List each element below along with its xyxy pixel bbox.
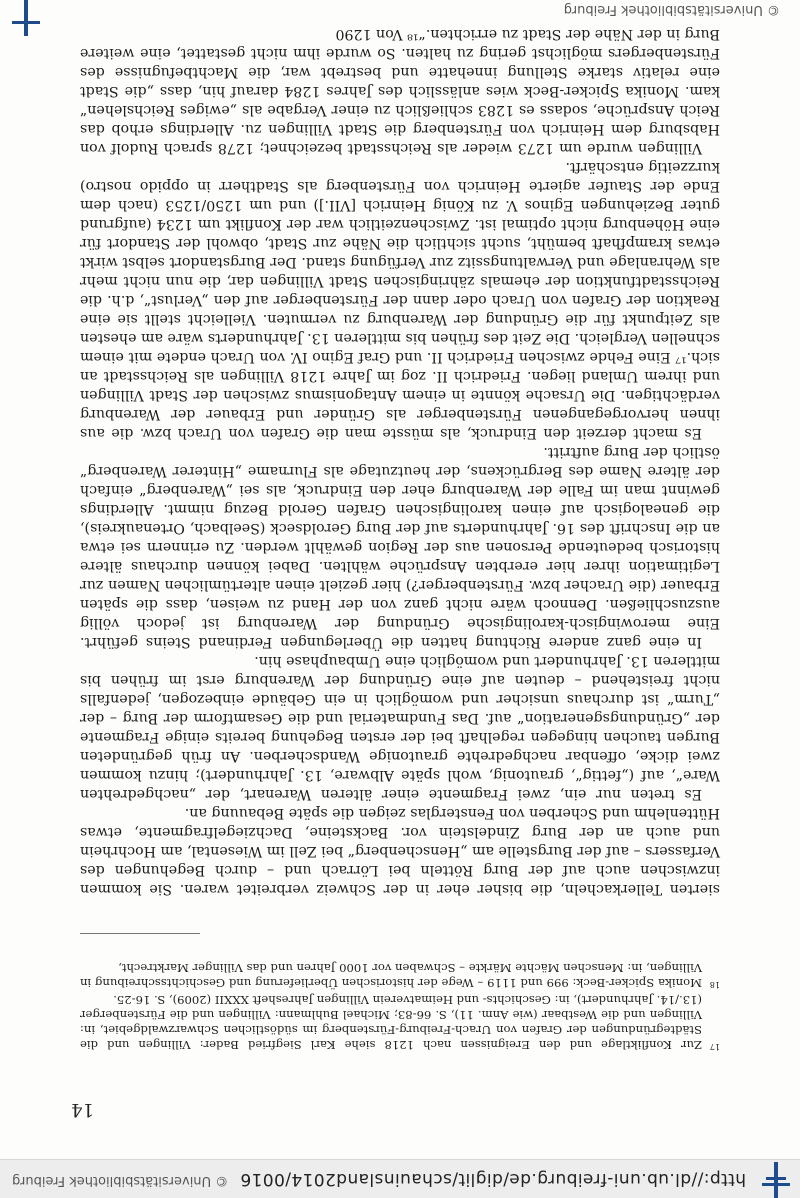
copyright-notice-bottom: © Universitätsbibliothek Freiburg xyxy=(563,2,780,17)
paragraph: Es macht derzeit den Eindruck, als müsste man die Grafen von Urach bzw. die aus ihnen hervorgegangenen Fürstenberger als Gründer und Erbauer der Warenburg verdächtigen. Die Ursache könnte in einem Antagonismus zwischen der Stadt Villingen und ihrem Umland liegen. Friedrich II. zog im Jahre 1218 Villingen als Reichsstadt an sich.¹⁷ Eine Fehde zwischen Friedrich II. und Graf Egino IV. von Urach endete mit einem schnellen Vergleich. Die Zeit des frühen bis mittleren 13. Jahrhunderts wäre am ehesten als Zeitpunkt für die Gründung der Warenburg zu vermuten. Vielleicht stellt sie eine Reaktion der Grafen von Urach oder dann der Fürstenberger auf den „Verlust“, d.h. die Reichsstadtfunktion der ehemals zähringischen Stadt Villingen dar, die nun nicht mehr als Wehranlage und Verwaltungssitz zur Verfügung stand. Der Burgstandort selbst wirkt etwas krampfhaft bemüht, sucht sichtlich die Nähe zur Stadt, obwohl der Standort für eine Höhenburg nicht optimal ist. Zwischenzeitlich war der Konflikt um 1234 (aufgrund guter Beziehungen Eginos V. zu König Heinrich [VII.]) und um 1250/1253 (nach dem Ende der Staufer agierte Heinrich von Fürstenberg als Stadtherr in oppido nostro) kurzzeitig entschärft. xyxy=(80,159,720,441)
footnote-divider xyxy=(80,933,200,934)
footnote-number: 17 xyxy=(709,1042,720,1051)
footnote-text: Zur Konfliktlage und den Ereignissen nach 1218 siehe Karl Siegfried Bader: Villingen und die Städtegründungen der Grafen von Urach-Freiburg-Fürstenberg im südöstlichen Schwarzwaldgebiet, in: Villingen und die Westbaar (wie Anm. 11), S. 66-83; Michael Buhlmann: Villingen und die Fürstenberger (13./14. Jahrhundert), in: Geschichts- und Heimatverein Villingen Jahresheft XXXII (2009), S. 16-25. xyxy=(80,993,702,1052)
copyright-notice-top: © Universitätsbibliothek Freiburg xyxy=(12,1173,229,1188)
footnotes xyxy=(80,958,720,1052)
paragraph: In eine ganz andere Richtung hatten die Überlegungen Ferdinand Steins geführt. Eine merowingisch-karolingische Gründung der Warenburg ist jedoch völlig auszuschließen. Dennoch wäre nicht ganz von der Hand zu weisen, dass die späten Erbauer (die Uracher bzw. Fürstenberger?) hier gezielt einen altertümlichen Namen zur Legitimation ihrer hier ererbten Ansprüche wählten. Dabei können durchaus ältere historisch bedeutende Personen aus der Region gewählt werden. Zu erinnern sei etwa an die Inschrift des 16. Jahrhunderts auf der Burg Geroldseck (Seelbach, Ortenaukreis), die genealogisch auf einen karolingischen Grafen Gerold Bezug nimmt. Allerdings gewinnt man im Falle der Warenburg eher den Eindruck, als sei „Warenberg“ einfach der ältere Name des Bergrückens, der heutzutage als Flurname „Hinterer Warenberg“ östlich der Burg auftritt. xyxy=(80,444,720,650)
page-number: 14 xyxy=(71,1099,94,1120)
paragraph: Es treten nur ein, zwei Fragmente einer älteren Warenart, der „nachgedrehten Ware“, auf („fettig“, grautonig, wohl späte Albware, 13. Jahrhundert); hinzu kommen zwei dicke, offenbar nachgedrehte grautonige Wandscherben. An früh gegründeten Burgen tauchen hingegen regelhaft bei der ersten Begehung bereits einige Fragmente der „Gründungsgeneration“ auf. Das Fundmaterial und die Gesamtform der Burg – der „Turm“ ist durchaus unsicher und womöglich in ein Gebäude einbezogen, jedenfalls nicht freistehend – deuten auf eine Gründung der Warenburg erst im frühen bis mittleren 13. Jahrhundert und womöglich eine Umbauphase hin. xyxy=(80,653,720,802)
footnote xyxy=(80,960,720,990)
university-logo-icon xyxy=(758,1162,794,1198)
body-text xyxy=(80,24,720,898)
paragraph: sierten Tellerkacheln, die bisher eher in der Schweiz verbreitet waren. Sie kommen inzwischen auch auf der Burg Rötteln bei Lörrach und – durch Begehungen des Verfassers – auf der Burgstelle am „Henschenberg“ bei Zell im Wiesental, am Hochrhein und auch an der Burg Zindelstein vor. Backsteine, Dachziegelfragmente, etwas Hüttenlehm und Scherben von Fensterglas zeigen die späte Bebauung an. xyxy=(80,805,720,897)
footnote-text: Monika Spicker-Beck: 999 und 1119 – Wege der historischen Überlieferung und Geschichtsschreibung in Villingen, in: Menschen Mächte Märkte – Schwaben vor 1000 Jahren und das Villinger Marktrecht, xyxy=(80,961,702,990)
document-url: http://dl.ub.uni-freiburg.de/diglit/schauinsland2014/0016 xyxy=(239,1169,746,1189)
footnote-number: 18 xyxy=(709,980,720,989)
university-logo-icon xyxy=(8,0,44,36)
paragraph: Villingen wurde um 1273 wieder als Reichsstadt bezeichnet; 1278 sprach Rudolf von Habsburg dem Heinrich von Fürstenberg die Stadt Villingen zu. Allerdings erhob das Reich Ansprüche, sodass es 1283 schließlich zu einer Vergabe als „ewiges Reichslehen“ kam. Monika Spicker-Beck wies anlässlich des Jahres 1284 darauf hin, dass „die Stadt eine relativ starke Stellung innehatte und bestrebt war, die Machtbefugnisse des Fürstenbergers möglichst gering zu halten. So wurde ihm nicht gestattet, eine weitere Burg in der Nähe der Stadt zu errichten.“¹⁸ Von 1290 xyxy=(80,26,720,156)
url-bar xyxy=(0,1159,800,1198)
footnote xyxy=(80,992,720,1052)
